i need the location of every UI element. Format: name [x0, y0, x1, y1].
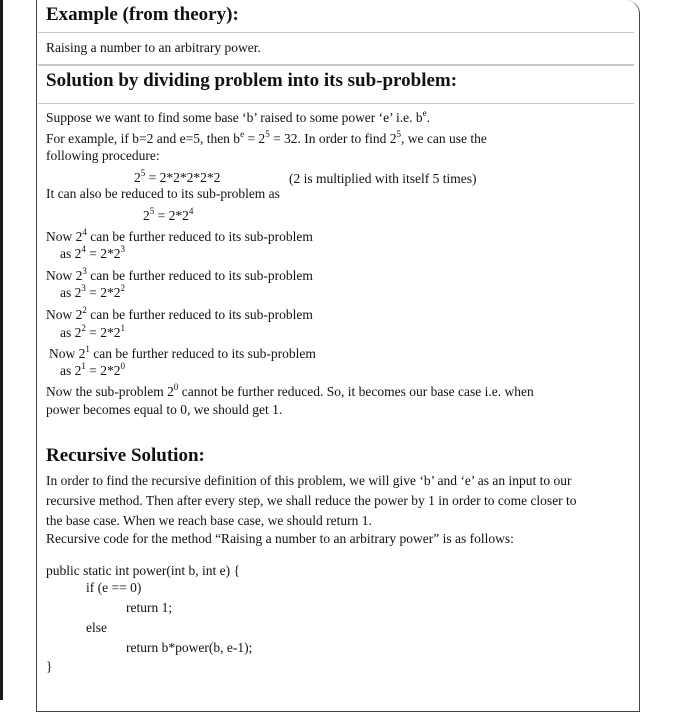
s1-reduce-eq: $2^5 = 2*2^4$ [143, 205, 194, 223]
s1-base-line1: Now the sub-problem $2^0$ cannot be further reduced. So, it becomes our base case i.e. when [46, 381, 534, 399]
s1-step2-now: Now $2^3$ can be further reduced to its sub-problem [46, 265, 313, 283]
code-else-line: else [86, 620, 107, 635]
intro-text: Raising a number to an arbitrary power. [46, 40, 261, 55]
s1-line1: Suppose we want to find some base ‘b’ raised to some power ‘e’ i.e. $b^e$. [46, 107, 431, 125]
s1-reduce-intro: It can also be reduced to its sub-problem as [46, 186, 280, 201]
code-if-line: if (e == 0) [86, 580, 142, 595]
section2-heading: Recursive Solution: [46, 445, 205, 466]
code-return-recursive: return b*power(b, e-1); [126, 640, 253, 655]
s2-para-line4: Recursive code for the method “Raising a number to an arbitrary power” is as follows: [46, 531, 514, 546]
s1-step3-now: Now $2^2$ can be further reduced to its sub-problem [46, 304, 313, 322]
s1-line3: following procedure: [46, 148, 160, 163]
code-return-base: return 1; [126, 600, 173, 615]
s1-step2-as: as $2^3 = 2*2^2$ [60, 282, 125, 300]
s2-para-line3: the base case. When we reach base case, we should return 1. [46, 513, 372, 528]
code-signature: public static int power(int b, int e) { [46, 563, 240, 578]
section1-heading: Solution by dividing problem into its sub-problem: [46, 70, 458, 91]
s1-step1-as: as $2^4 = 2*2^3$ [60, 243, 125, 261]
s1-base-line2: power becomes equal to 0, we should get 1. [46, 402, 283, 417]
page-title: Example (from theory): [46, 4, 239, 25]
s1-step4-as: as $2^1 = 2*2^0$ [60, 360, 125, 378]
s2-para-line1: In order to find the recursive definition of this problem, we will give ‘b’ and ‘e’ as an input to our [46, 473, 572, 488]
s1-expansion-note: (2 is multiplied with itself 5 times) [289, 171, 477, 186]
code-close-brace: } [46, 659, 53, 674]
s1-expansion: $2^5 = 2*2*2*2*2$ [134, 167, 221, 185]
left-edge-bar [0, 0, 3, 700]
s1-line2: For example, if b=2 and e=5, then $b^e = 2^5 = 32$. In order to find $2^5$, we can use the [46, 128, 487, 146]
s1-step3-as: as $2^2 = 2*2^1$ [60, 322, 125, 340]
s2-para-line2: recursive method. Then after every step, we shall reduce the power by 1 in order to come closer to [46, 493, 577, 508]
s1-step1-now: Now $2^4$ can be further reduced to its sub-problem [46, 226, 313, 244]
s1-step4-now: Now $2^1$ can be further reduced to its sub-problem [49, 343, 316, 361]
